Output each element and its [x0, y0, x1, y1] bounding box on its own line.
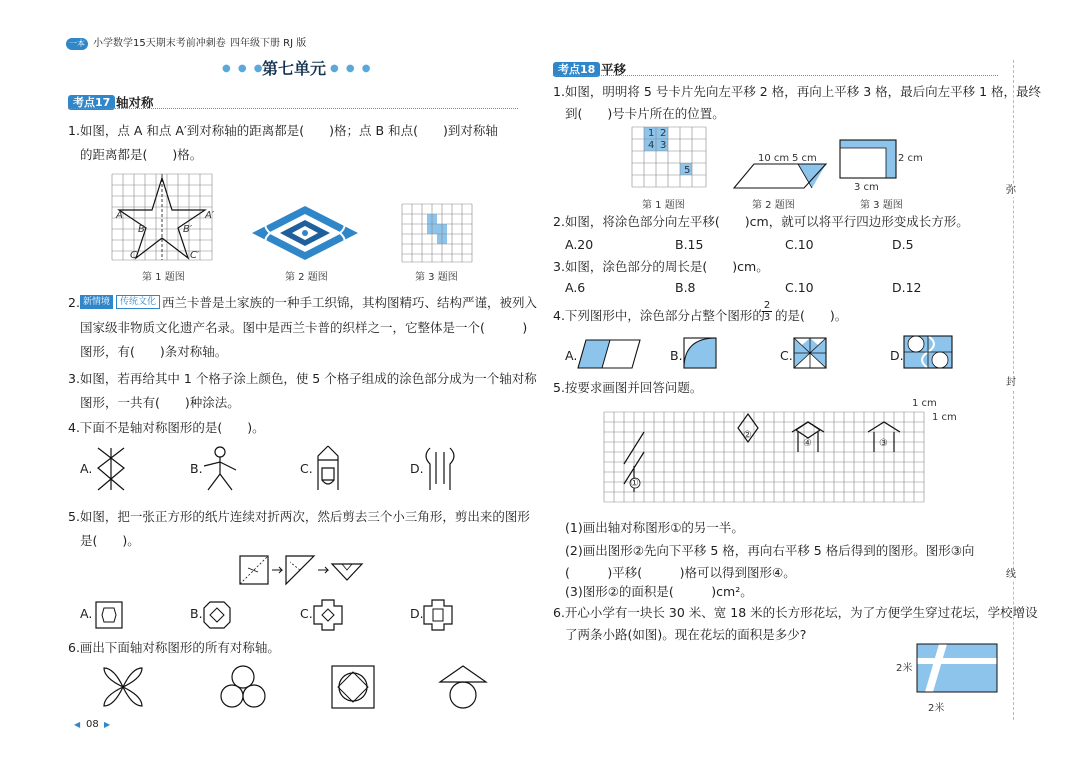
q6-line1: 6.画出下面轴对称图形的所有对称轴。	[68, 640, 280, 655]
r-q5-sub2a: (2)画出图形②先向下平移 5 格，再向右平移 5 格后得到的图形。图形③向	[565, 543, 975, 558]
r-q4-fraction	[762, 300, 772, 323]
r-q1-caption-1: 第 1 题图	[642, 200, 685, 211]
binding-line	[1013, 60, 1014, 720]
q4-line1: 4.下面不是轴对称图形的是( )。	[68, 420, 265, 435]
r-q2-opt-b: B.15	[675, 237, 704, 252]
q2-brocade-figure	[250, 204, 360, 262]
r-q5-unit-2: 1 cm	[932, 412, 957, 423]
fraction-numerator: 2	[763, 300, 771, 311]
q1-caption-2: 第 2 题图	[285, 272, 328, 283]
card-2: 2	[660, 128, 667, 139]
unit-title-dots-left: ● ● ●	[222, 63, 265, 74]
q6-triangle-circle-figure	[438, 664, 488, 710]
page-number: 08	[86, 719, 99, 730]
q4-option-b-figure	[200, 444, 240, 492]
q5-opt-b: B.	[190, 606, 203, 621]
q4-opt-a: A.	[80, 461, 93, 476]
topic18-name: 平移	[601, 62, 627, 77]
q5-opt-d: D.	[410, 606, 424, 621]
r-q5-drawing-grid	[602, 406, 928, 510]
card-4: 4	[648, 140, 655, 151]
r-q5-mark-2: ②	[743, 430, 752, 441]
q4-option-c-figure	[310, 444, 346, 492]
q6-three-circles-figure	[218, 664, 268, 710]
q5-option-b-figure	[202, 600, 232, 630]
q1-caption-3: 第 3 题图	[415, 272, 458, 283]
r-q6-garden-figure	[915, 642, 999, 698]
margin-char-1: 弥	[1006, 185, 1016, 196]
q2-badge-culture: 传统文化	[116, 295, 160, 309]
q1-line2: 的距离都是( )格。	[80, 147, 203, 162]
r-q1-dim-10: 10 cm	[758, 153, 790, 164]
margin-char-3: 线	[1006, 569, 1016, 580]
q2-line1: 西兰卡普是土家族的一种手工织锦，其构图精巧、结构严谨，被列入	[162, 295, 538, 310]
r-q1-dim-5: 5 cm	[792, 153, 817, 164]
r-q5-mark-1: ①	[630, 478, 639, 489]
r-q5-mark-4: ④	[803, 438, 812, 449]
r-q2-opt-d: D.5	[892, 237, 914, 252]
q5-folding-figure	[238, 552, 364, 588]
grid-lines	[604, 412, 924, 502]
page-prev-icon: ◀	[74, 720, 81, 729]
r-q6-width-1: 2米	[896, 663, 913, 674]
q3-line1: 3.如图，若再给其中 1 个格子涂上颜色，使 5 个格子组成的涂色部分成为一个轴对称	[68, 371, 537, 386]
q1-star-grid-figure	[110, 172, 214, 262]
q1-label-C2: C′	[190, 250, 200, 261]
q4-opt-b: B.	[190, 461, 203, 476]
q2-line3: 图形，有( )条对称轴。	[80, 344, 228, 359]
r-q4-post: 的是( )。	[775, 308, 848, 323]
r-q1-line2: 到( )号卡片所在的位置。	[565, 106, 725, 121]
q4-opt-d: D.	[410, 461, 424, 476]
q3-line2: 图形，一共有( )种涂法。	[80, 395, 240, 410]
q5-line2: 是( )。	[80, 533, 140, 548]
topic17-divider	[68, 108, 518, 109]
q4-option-a-figure	[94, 446, 128, 492]
r-q6-line2: 了两条小路(如图)。现在花坛的面积是多少?	[565, 627, 807, 642]
r-q5-sub3: (3)图形②的面积是( )cm²。	[565, 584, 753, 599]
q3-grid-figure	[400, 200, 474, 264]
page-next-icon: ▶	[104, 720, 111, 729]
unit-title: 第七单元	[262, 59, 327, 78]
r-q6-width-2: 2米	[928, 703, 945, 714]
r-q6-line1: 6.开心小学有一块长 30 米、宽 18 米的长方形花坛，为了方便学生穿过花坛，学校增设	[553, 605, 1038, 620]
margin-char-2: 封	[1006, 377, 1016, 388]
r-q5-sub1: (1)画出轴对称图形①的另一半。	[565, 520, 744, 535]
topic18-divider	[553, 75, 998, 76]
q1-label-C: C	[130, 250, 137, 261]
r-q3-opt-d: D.12	[892, 280, 922, 295]
r-q3-opt-a: A.6	[565, 280, 586, 295]
r-q4-opt-d: D.	[890, 348, 904, 363]
card-1: 1	[648, 128, 655, 139]
r-q1-dim-2: 2 cm	[898, 153, 923, 164]
r-q4-option-a-figure	[576, 338, 642, 370]
r-q3-opt-c: C.10	[785, 280, 814, 295]
q5-line1: 5.如图，把一张正方形的纸片连续对折两次，然后剪去三个小三角形，剪出来的图形	[68, 509, 530, 524]
q5-option-d-figure	[422, 598, 454, 632]
r-q5-line1: 5.按要求画图并回答问题。	[553, 380, 703, 395]
r-q2-parallelogram-figure	[732, 160, 828, 192]
r-q4-pre: 4.下列图形中，涂色部分占整个图形的	[553, 308, 765, 323]
q1-caption-1: 第 1 题图	[142, 272, 185, 283]
r-q1-caption-2: 第 2 题图	[752, 200, 795, 211]
q5-opt-a: A.	[80, 606, 93, 621]
q2-line2: 国家级非物质文化遗产名录。图中是西兰卡普的织样之一，它整体是一个( )	[80, 320, 528, 335]
r-q2-opt-c: C.10	[785, 237, 814, 252]
card-5: 5	[684, 165, 691, 176]
r-q3-opt-b: B.8	[675, 280, 696, 295]
q1-line1: 1.如图，点 A 和点 A′到对称轴的距离都是( )格；点 B 和点( )到对称轴	[68, 123, 498, 138]
header-edition: 四年级下册 RJ 版	[230, 38, 307, 49]
fraction-denominator: 3	[763, 312, 771, 323]
r-q1-caption-3: 第 3 题图	[860, 200, 903, 211]
r-q4-option-c-figure	[792, 336, 828, 370]
q4-opt-c: C.	[300, 461, 313, 476]
r-q2-opt-a: A.20	[565, 237, 594, 252]
header-badge: 一本	[66, 38, 88, 50]
r-q4-opt-a: A.	[565, 348, 578, 363]
q5-option-a-figure	[94, 600, 124, 630]
topic17-tag: 考点17	[68, 95, 115, 110]
q2-badge-new: 新情境	[80, 295, 113, 309]
r-q1-line1: 1.如图，明明将 5 号卡片先向左平移 2 格，再向上平移 3 格，最后向左平移 1 格，最终	[553, 84, 1042, 99]
r-q4-opt-c: C.	[780, 348, 793, 363]
r-q5-mark-3: ③	[879, 438, 888, 449]
q1-label-A2: A′	[205, 210, 215, 221]
r-q2-line1: 2.如图，将涂色部分向左平移( )cm，就可以将平行四边形变成长方形。	[553, 214, 969, 229]
header-title: 小学数学15天期末考前冲刺卷	[93, 38, 226, 49]
r-q1-dim-3: 3 cm	[854, 182, 879, 193]
card-3: 3	[660, 140, 667, 151]
topic17-name: 轴对称	[116, 95, 154, 110]
r-q3-line1: 3.如图，涂色部分的周长是( )cm。	[553, 259, 769, 274]
topic18-tag: 考点18	[553, 62, 600, 77]
q1-label-B2: B′	[183, 224, 193, 235]
q2-number: 2.	[68, 295, 80, 310]
q4-option-d-figure	[420, 444, 460, 492]
unit-title-dots-right: ● ● ●	[330, 63, 373, 74]
q6-pinwheel-figure	[100, 664, 146, 710]
r-q5-unit-1: 1 cm	[912, 398, 937, 409]
q6-square-circle-figure	[330, 664, 376, 710]
r-q4-option-d-figure	[902, 334, 954, 370]
q5-option-c-figure	[312, 598, 344, 632]
r-q5-sub2b: ( )平移( )格可以得到图形④。	[565, 565, 796, 580]
r-q4-option-b-figure	[682, 336, 718, 370]
q5-opt-c: C.	[300, 606, 313, 621]
q1-label-B: B	[138, 224, 145, 235]
r-q4-opt-b: B.	[670, 348, 683, 363]
r-q1-card-grid-figure	[630, 125, 710, 193]
q1-label-A: A	[116, 210, 123, 221]
r-q3-rectangle-figure	[838, 136, 900, 184]
